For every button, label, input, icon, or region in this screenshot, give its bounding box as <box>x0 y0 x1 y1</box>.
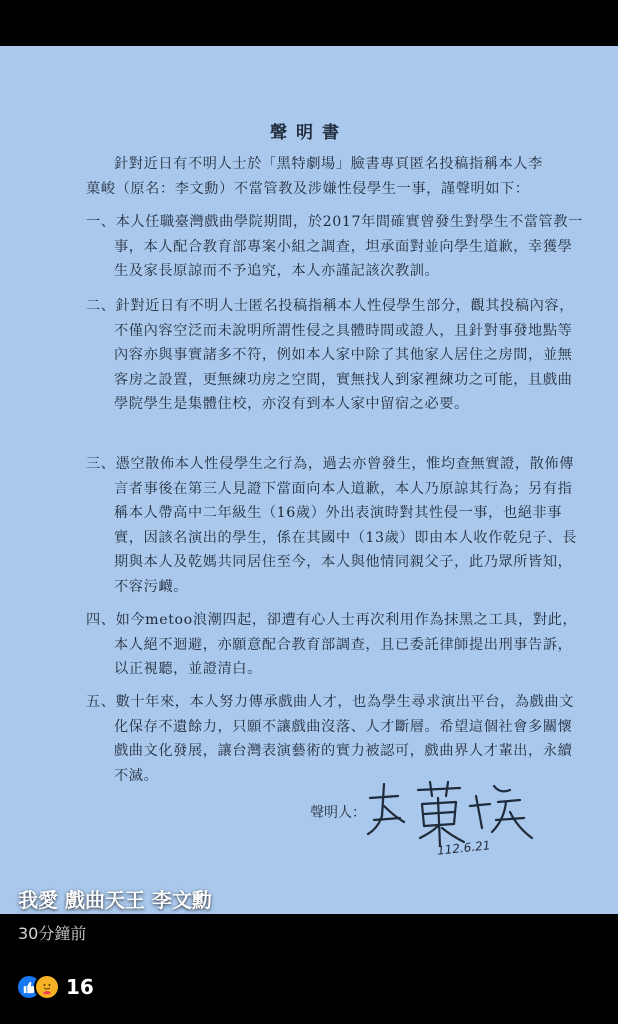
signature-date: 112.6.21 <box>436 838 492 858</box>
statement-item-1: 一、本人任職臺灣戲曲學院期間，於2017年間確實曾發生對學生不當管教一事，本人配合教育部專案小組之調查，坦承面對並向學生道歉，幸獲學生及家長原諒而不予追究，本人亦謹記該次教訓。 <box>86 214 583 279</box>
statement-item-5: 五、數十年來，本人努力傳承戲曲人才，也為學生尋求演出平台，為戲曲文化保存不遺餘力，只願不讓戲曲沒落、人才斷層。希望這個社會多關懷戲曲文化發展，讓台灣表演藝術的實力被認可，戲曲界人才輩出，永續不滅。 <box>86 694 574 784</box>
statement-item-2: 二、針對近日有不明人士匿名投稿指稱本人性侵學生部分，觀其投稿內容，不僅內容空泛而未說明所謂性侵之具體時間或證人，且針對事發地點等內容亦與事實諸多不符，例如本人家中除了其他家人居住之房間，並無客房之設置，更無練功房之空間，實無找人到家裡練功之可能，且戲曲學院學生是集體住校，亦沒有到本人家中留宿之必要。 <box>86 298 574 412</box>
document-title: 聲明書 <box>270 123 348 143</box>
reactions-bar[interactable] <box>16 974 94 1000</box>
post-footer <box>0 914 618 1024</box>
signer-label: 聲明人： <box>310 805 366 821</box>
statement-image[interactable] <box>0 46 618 914</box>
post-caption: 我愛 戲曲天王 李文勳 <box>18 888 212 912</box>
care-icon <box>34 974 60 1000</box>
document-intro: 針對近日有不明人士於「黑特劇場」臉書專頁匿名投稿指稱本人李菓峻（原名：李文勳）不當管教及涉嫌性侵學生一事，謹聲明如下： <box>86 156 543 197</box>
post-timestamp[interactable]: 30分鐘前 <box>18 924 87 943</box>
reaction-count: 16 <box>66 975 94 999</box>
top-bar <box>0 0 618 46</box>
statement-item-4: 四、如今metoo浪潮四起，卻遭有心人士再次利用作為抹黑之工具，對此，本人絕不迴避，亦願意配合教育部調查，且已委託律師提出刑事告訴，以正視聽，並證清白。 <box>86 612 578 677</box>
statement-item-3: 三、憑空散佈本人性侵學生之行為，過去亦曾發生，惟均查無實證，散佈傳言者事後在第三人見證下當面向本人道歉，本人乃原諒其行為；另有指稱本人帶高中二年級生（16歲）外出表演時對其性侵一事，也絕非事實，因該名演出的學生，係在其國中（13歲）即由本人收作乾兒子、長期與本人及乾媽共同居住至今，本人與他情同親父子，此乃眾所皆知，不容污衊。 <box>86 456 577 595</box>
